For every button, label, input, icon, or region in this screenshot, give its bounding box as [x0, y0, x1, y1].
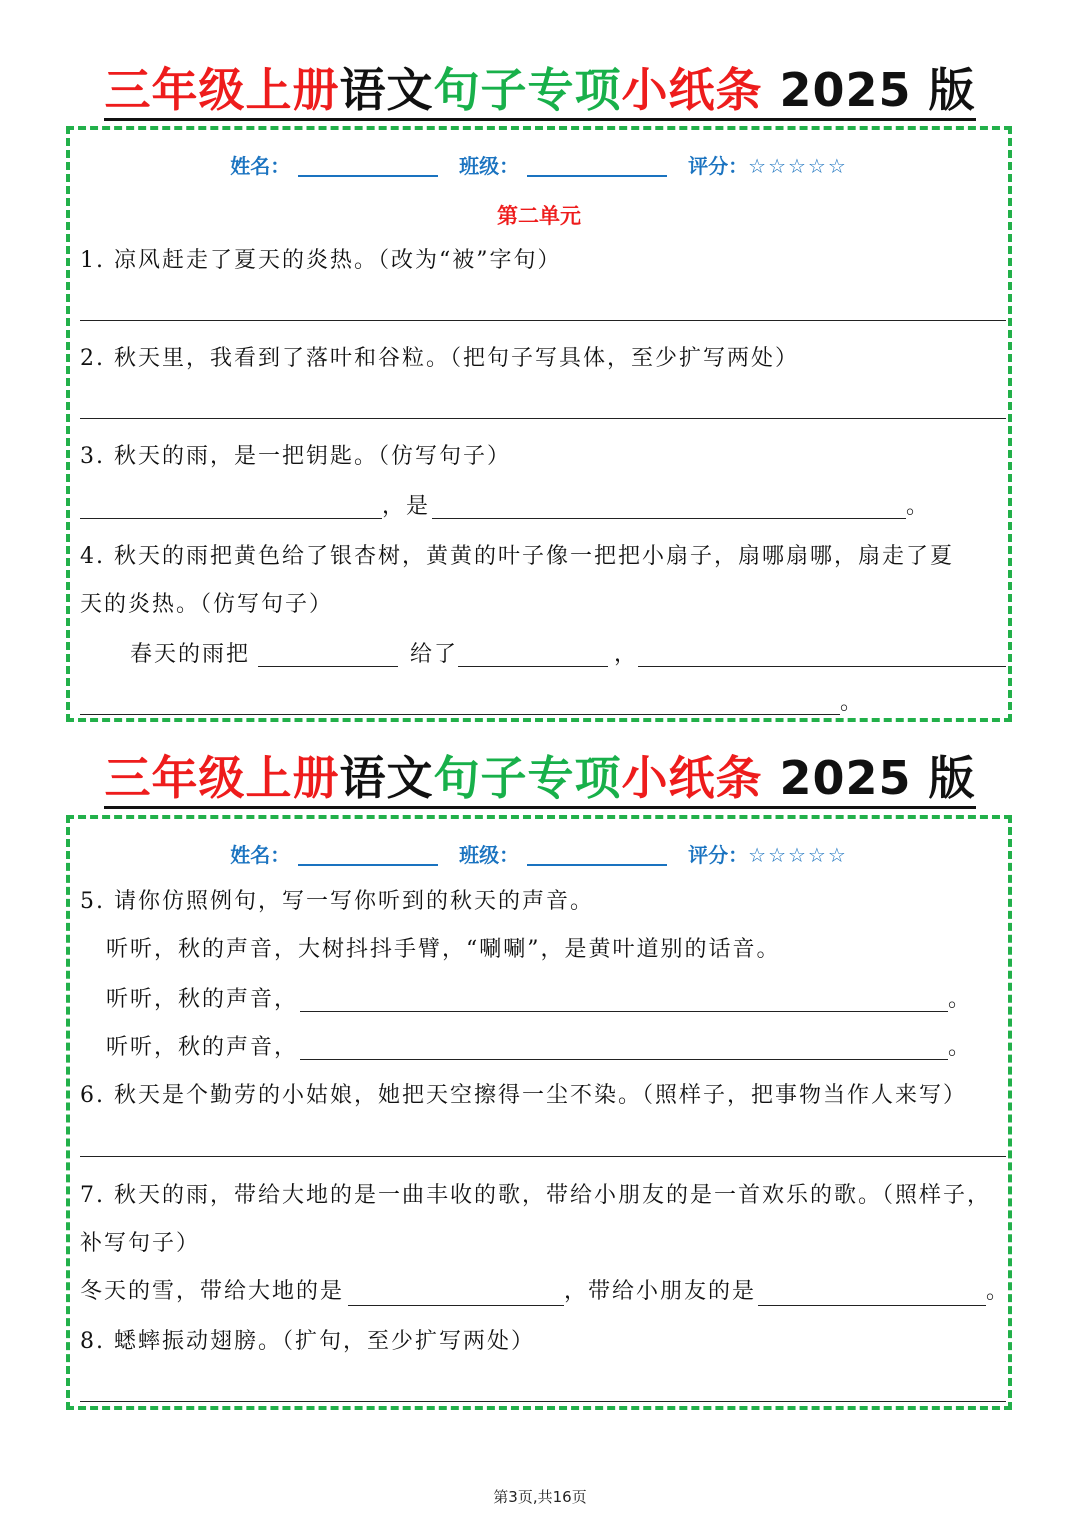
info-header-2: 姓名： 班级： 评分：☆☆☆☆☆ — [230, 843, 848, 867]
question-4-line2: 天的炎热。（仿写句子） — [80, 592, 334, 617]
question-4-given: 给了 — [410, 642, 459, 667]
question-5-prompt-a: 听听，秋的声音， — [106, 987, 299, 1012]
class-field[interactable] — [527, 155, 667, 177]
answer-line-4b[interactable] — [458, 666, 608, 667]
question-5-end-b: 。 — [948, 1035, 973, 1060]
answer-line-4a[interactable] — [258, 666, 398, 667]
question-7-end: 。 — [986, 1279, 1011, 1304]
answer-line-7b[interactable] — [758, 1305, 986, 1306]
question-5-end-a: 。 — [948, 987, 973, 1012]
question-7-line1: 7. 秋天的雨，带给大地的是一曲丰收的歌，带给小朋友的是一首欢乐的歌。（照样子， — [80, 1183, 991, 1208]
question-7-line2: 补写句子） — [80, 1231, 201, 1256]
info-header: 姓名： 班级： 评分：☆☆☆☆☆ — [230, 154, 848, 178]
class-field-2[interactable] — [527, 844, 667, 866]
answer-line-4d[interactable] — [80, 714, 840, 715]
question-3: 3. 秋天的雨，是一把钥匙。（仿写句子） — [80, 444, 511, 469]
answer-line-8[interactable] — [80, 1401, 1006, 1402]
answer-line-1[interactable] — [80, 320, 1006, 321]
answer-line-3b[interactable] — [432, 518, 906, 519]
score-stars-2[interactable]: ☆☆☆☆☆ — [748, 843, 848, 867]
answer-line-7a[interactable] — [348, 1305, 564, 1306]
question-6: 6. 秋天是个勤劳的小姑娘，她把天空擦得一尘不染。（照样子，把事物当作人来写） — [80, 1083, 967, 1108]
worksheet-card-2 — [66, 815, 1012, 1410]
answer-line-5a[interactable] — [300, 1011, 948, 1012]
question-4-end: 。 — [840, 690, 865, 715]
worksheet-card-1 — [66, 126, 1012, 722]
question-4-prompt: 春天的雨把 — [130, 642, 251, 667]
page-footer: 第3页,共16页 — [493, 1488, 587, 1506]
question-1: 1. 凉风赶走了夏天的炎热。（改为“被”字句） — [80, 248, 562, 273]
score-stars[interactable]: ☆☆☆☆☆ — [748, 154, 848, 178]
question-5-example: 听听，秋的声音，大树抖抖手臂，“唰唰”，是黄叶道别的话音。 — [106, 937, 781, 962]
name-field[interactable] — [298, 155, 438, 177]
question-7-mid: ，带给小朋友的是 — [564, 1279, 757, 1304]
question-3-end: 。 — [906, 494, 931, 519]
question-5-prompt-b: 听听，秋的声音， — [106, 1035, 299, 1060]
page-title-2: 三年级上册语文句子专项小纸条 2025 版 — [0, 750, 1080, 806]
answer-line-6[interactable] — [80, 1156, 1006, 1157]
name-field-2[interactable] — [298, 844, 438, 866]
question-2: 2. 秋天里，我看到了落叶和谷粒。（把句子写具体，至少扩写两处） — [80, 346, 799, 371]
answer-line-2[interactable] — [80, 418, 1006, 419]
answer-line-5b[interactable] — [300, 1059, 948, 1060]
question-7-prompt: 冬天的雪，带给大地的是 — [80, 1279, 345, 1304]
unit-heading: 第二单元 — [497, 204, 581, 228]
page-title: 三年级上册语文句子专项小纸条 2025 版 — [0, 62, 1080, 118]
question-5: 5. 请你仿照例句，写一写你听到的秋天的声音。 — [80, 889, 594, 914]
question-8: 8. 蟋蟀振动翅膀。（扩句，至少扩写两处） — [80, 1329, 535, 1354]
answer-line-4c[interactable] — [638, 666, 1006, 667]
answer-line-3a[interactable] — [80, 518, 382, 519]
question-4-line1: 4. 秋天的雨把黄色给了银杏树，黄黄的叶子像一把把小扇子，扇哪扇哪，扇走了夏 — [80, 544, 954, 569]
question-4-comma: ， — [614, 642, 639, 667]
question-3-connector: ，是 — [382, 494, 431, 519]
